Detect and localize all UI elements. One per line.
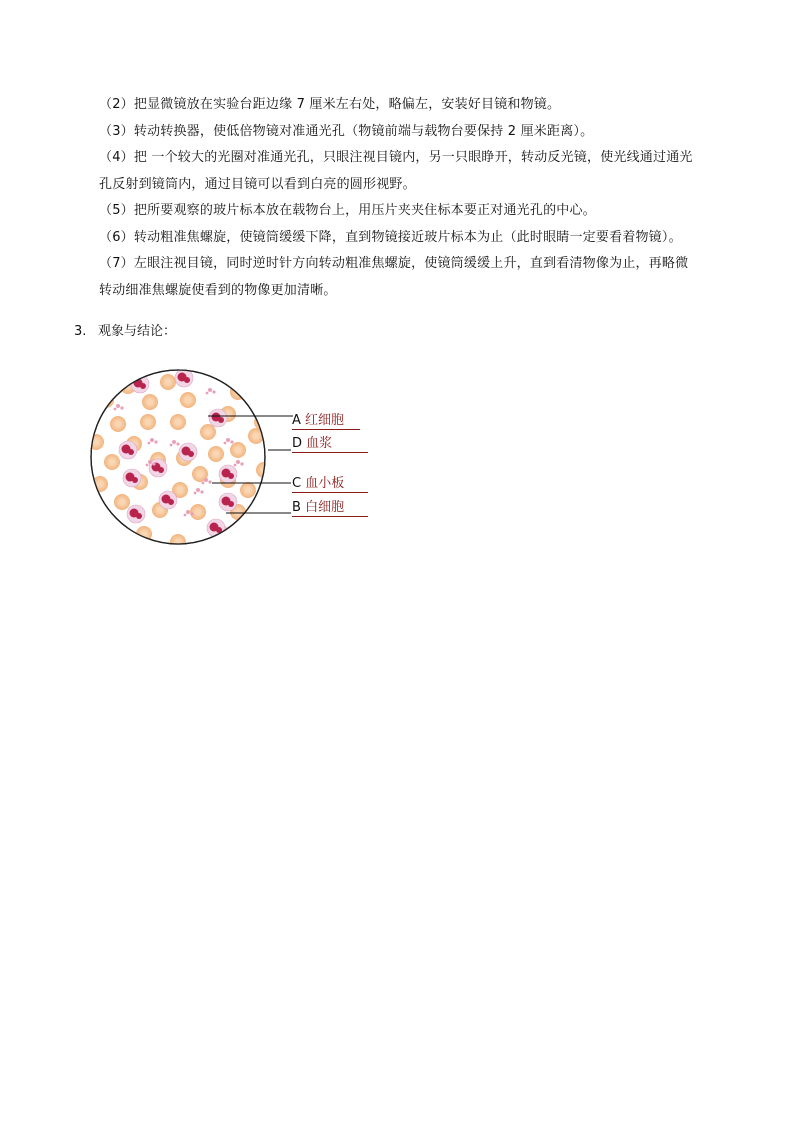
- white-blood-cell-nucleus: [128, 449, 134, 455]
- white-blood-cell-nucleus: [132, 477, 138, 483]
- red-blood-cell-center: [145, 419, 152, 426]
- label-letter-a: A: [292, 413, 301, 428]
- red-blood-cell-center: [157, 507, 164, 514]
- red-blood-cell: [88, 504, 104, 520]
- red-blood-cell: [260, 494, 276, 510]
- step-7-line1: （7）左眼注视目镜，同时逆时针方向转动粗准焦螺旋，使镜筒缓缓上升，直到看清物像为止，再略微: [99, 256, 689, 271]
- section-title: 观象与结论：: [98, 324, 177, 339]
- platelet: [206, 392, 209, 395]
- label-letter-d: D: [292, 436, 303, 451]
- platelet: [236, 460, 240, 464]
- red-blood-cell-center: [165, 379, 172, 386]
- step-4-line2: 孔反射到镜筒内，通过目镜可以看到白亮的圆形视野。: [99, 176, 416, 192]
- platelet: [240, 462, 243, 465]
- blood-smear-figure: [88, 362, 388, 562]
- label-d: [292, 436, 332, 452]
- red-blood-cell-center: [197, 471, 204, 478]
- red-blood-cell-center: [205, 429, 212, 436]
- platelet: [212, 390, 215, 393]
- red-blood-cell-center: [147, 399, 154, 406]
- red-blood-cell-center: [253, 433, 260, 440]
- label-b: [292, 500, 344, 516]
- platelet: [176, 442, 179, 445]
- platelet: [226, 438, 230, 442]
- platelet: [120, 406, 123, 409]
- red-blood-cell-center: [177, 487, 184, 494]
- platelet: [114, 408, 117, 411]
- platelet: [200, 490, 203, 493]
- platelet: [196, 488, 200, 492]
- platelet: [208, 480, 211, 483]
- underline-a: [292, 429, 360, 430]
- red-blood-cell-center: [115, 421, 122, 428]
- platelet: [170, 444, 173, 447]
- step-3: （3）转动转换器，使低倍物镜对准通光孔（物镜前端与载物台要保持 2 厘米距离）。: [99, 123, 594, 139]
- label-c: [292, 476, 344, 492]
- step-7-line2: 转动细准焦螺旋使看到的物像更加清晰。: [99, 282, 337, 298]
- red-blood-cell-center: [103, 397, 110, 404]
- underline-c: [292, 492, 368, 493]
- step-5: （5）把所要观察的玻片标本放在载物台上，用压片夹夹住标本要正对通光孔的中心。: [99, 203, 596, 218]
- label-letter-b: B: [292, 500, 301, 515]
- white-blood-cell-nucleus: [228, 501, 234, 507]
- platelet: [224, 442, 227, 445]
- platelet: [230, 440, 233, 443]
- platelet: [190, 512, 193, 515]
- red-blood-cell-center: [93, 509, 100, 516]
- platelet: [208, 388, 212, 392]
- platelet: [202, 482, 205, 485]
- platelet: [234, 464, 237, 467]
- step-2: （2）把显微镜放在实验台距边缘 7 厘米左右处，略偏左，安装好目镜和物镜。: [99, 97, 561, 112]
- platelet: [152, 462, 155, 465]
- platelet: [204, 478, 208, 482]
- red-blood-cell-center: [195, 509, 202, 516]
- platelet: [150, 438, 154, 442]
- red-blood-cell-center: [213, 451, 220, 458]
- red-blood-cell-center: [185, 397, 192, 404]
- platelet: [194, 492, 197, 495]
- white-blood-cell-nucleus: [140, 383, 146, 389]
- red-blood-cell-center: [175, 419, 182, 426]
- label-a: [292, 413, 344, 429]
- blood-smear-illustration: [88, 362, 388, 562]
- white-blood-cell-nucleus: [218, 417, 224, 423]
- white-blood-cell-nucleus: [136, 513, 142, 519]
- red-blood-cell-center: [265, 499, 272, 506]
- platelet: [154, 440, 157, 443]
- label-answer-b: 白细胞: [305, 500, 345, 515]
- underline-d: [292, 452, 368, 453]
- red-blood-cell: [230, 384, 246, 400]
- platelet: [116, 404, 120, 408]
- platelet: [172, 440, 176, 444]
- platelet: [184, 514, 187, 517]
- procedure-steps: [99, 92, 709, 304]
- white-blood-cell-nucleus: [228, 473, 234, 479]
- red-blood-cell-center: [119, 499, 126, 506]
- section-number: 3.: [74, 324, 87, 339]
- platelet: [146, 464, 149, 467]
- platelet: [148, 442, 151, 445]
- white-blood-cell-nucleus: [184, 377, 190, 383]
- label-answer-a: 红细胞: [305, 413, 345, 428]
- red-blood-cell-center: [245, 487, 252, 494]
- platelet: [148, 460, 152, 464]
- platelet: [186, 510, 190, 514]
- red-blood-cell-center: [93, 439, 100, 446]
- label-answer-c: 血小板: [305, 476, 345, 491]
- white-blood-cell-nucleus: [158, 467, 164, 473]
- red-blood-cell-center: [235, 447, 242, 454]
- red-blood-cell-center: [235, 509, 242, 516]
- section-3-heading: [74, 320, 176, 344]
- underline-b: [292, 516, 368, 517]
- step-6: （6）转动粗准焦螺旋，使镜筒缓缓下降，直到物镜接近玻片标本为止（此时眼睛一定要看着物镜）。: [99, 229, 682, 245]
- red-blood-cell-center: [259, 419, 266, 426]
- label-answer-d: 血浆: [306, 436, 333, 451]
- label-letter-c: C: [292, 476, 302, 491]
- red-blood-cell-center: [109, 459, 116, 466]
- step-4-line1: （4）把 一个较大的光圈对准通光孔，只眼注视目镜内，另一只眼睁开，转动反光镜，使光线通过通光: [99, 150, 693, 165]
- white-blood-cell-nucleus: [168, 499, 174, 505]
- red-blood-cell-center: [97, 481, 104, 488]
- white-blood-cell-nucleus: [188, 451, 194, 457]
